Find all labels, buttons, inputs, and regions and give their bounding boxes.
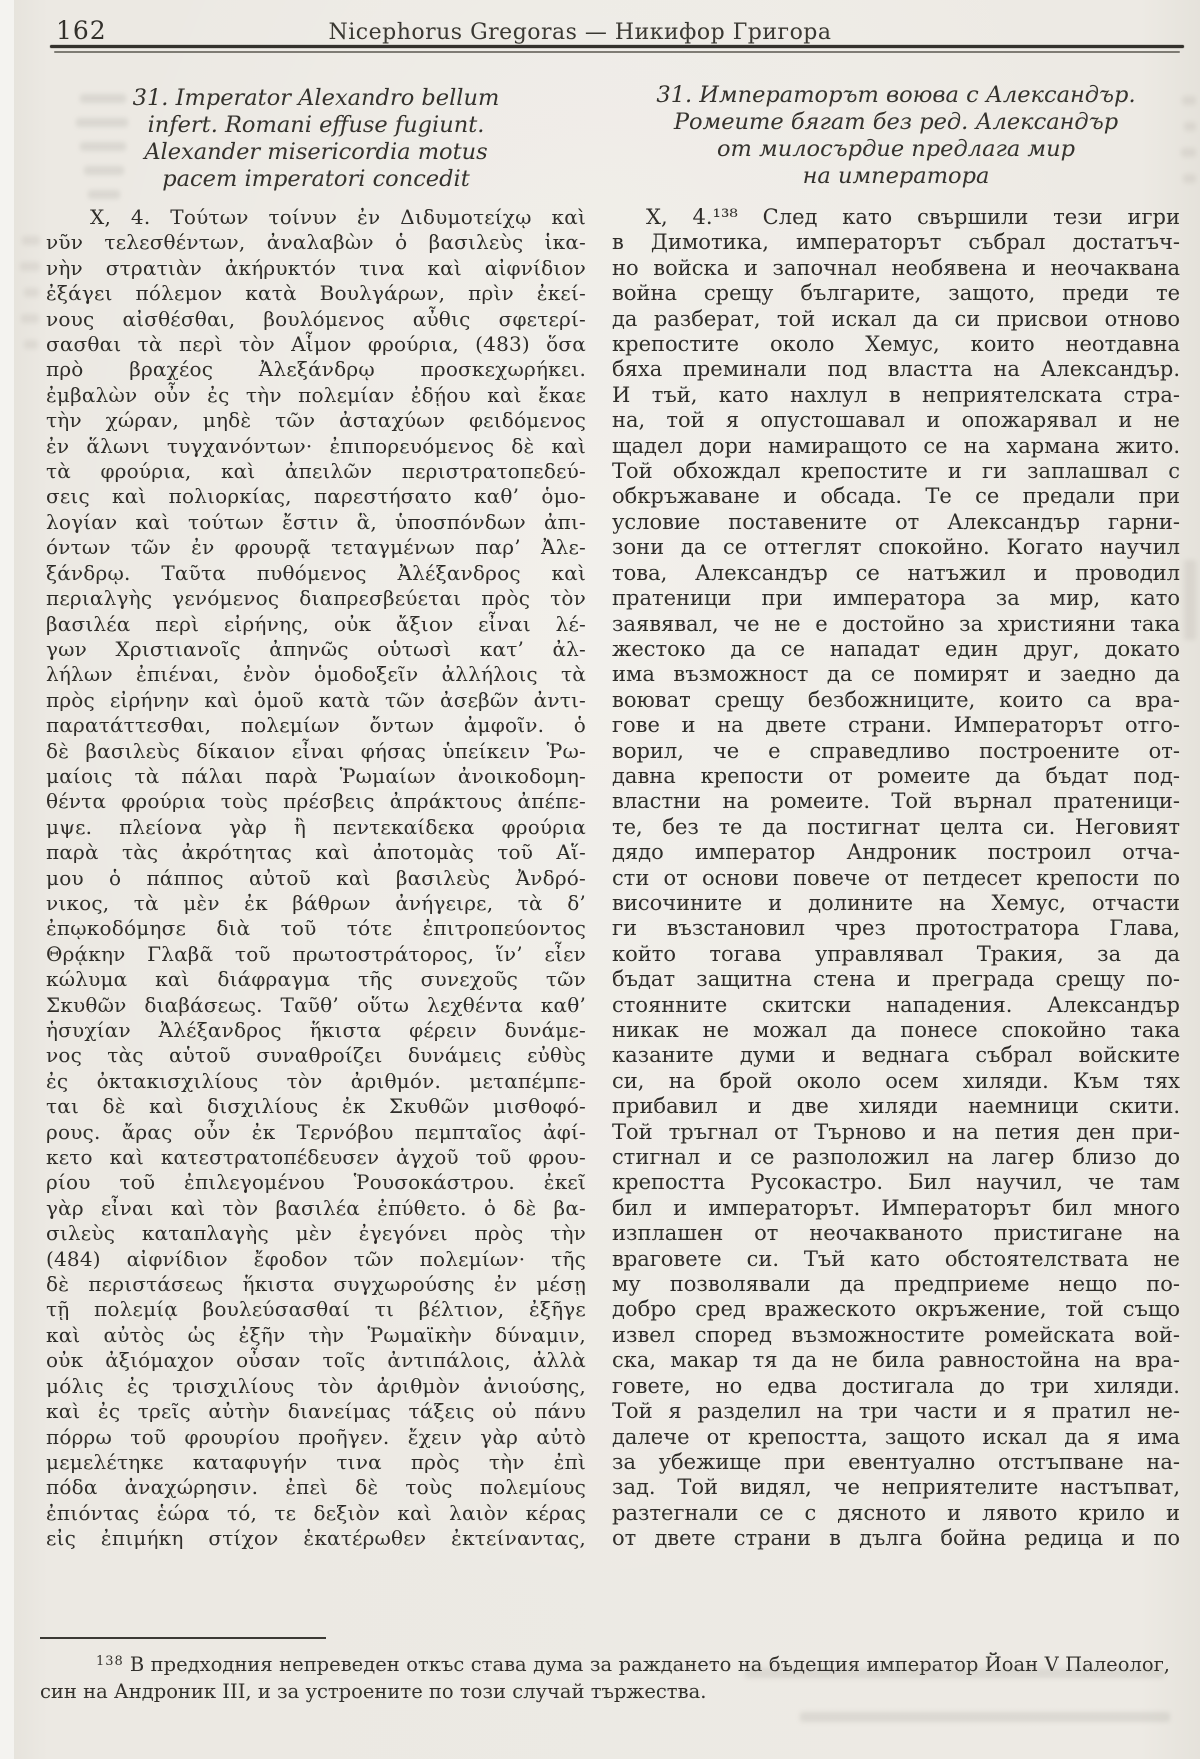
text-line: νὴν στρατιὰν ἀκήρυκτόν τινα καὶ αἰφνίδιον: [46, 255, 586, 280]
scan-artifact: [24, 340, 38, 349]
text-line: условие поставените от Александър гарни-: [612, 509, 1180, 534]
text-line: И тъй, като нахлул в неприятелската стра-: [612, 382, 1180, 407]
text-line: на, той я опустошавал и опожарявал и не: [612, 408, 1180, 433]
text-line: височините и долините на Хемус, отчасти: [612, 890, 1180, 915]
text-line: гове и на двете страни. Императорът отго-: [612, 713, 1180, 738]
text-line: μου ὁ πάππος αὐτοῦ καὶ βασιλεὺς Ἀνδρό-: [46, 865, 586, 890]
text-line: ται δὲ καὶ δισχιλίους ἐκ Σκυθῶν μισθοφό-: [46, 1094, 586, 1119]
footnote-line: [40, 1649, 1170, 1679]
text-line: зад. Той видял, че неприятелите настъпват,: [612, 1475, 1180, 1500]
text-line: който тогава управлявал Тракия, за да: [612, 941, 1180, 966]
text-line: ска, макар тя да не била равностойна на вра-: [612, 1348, 1180, 1373]
text-line: прибавил и две хиляди наемници скити.: [612, 1094, 1180, 1119]
text-line: κετο καὶ κατεστρατοπέδευσεν ἀγχοῦ τοῦ φρου-: [46, 1145, 586, 1170]
scan-artifact: [22, 236, 40, 245]
bulgarian-column: [612, 82, 1180, 1552]
footnote-text: В предходния непреведен откъс става дума за раждането на бъдещия император Йоан V Палеолог,: [129, 1653, 1170, 1676]
text-line: враговете си. Тъй като обстоятелствата не: [612, 1246, 1180, 1271]
text-line: бъдат защитна стена и преграда срещу по-: [612, 967, 1180, 992]
header-rule-thick: [50, 45, 1184, 48]
text-line: властни на ромеите. Той върнал пратеници-: [612, 789, 1180, 814]
running-title: Nicephorus Gregoras — Никифор Григора: [328, 20, 832, 45]
text-line: крепостта Русокастро. Бил научил, че там: [612, 1170, 1180, 1195]
page-left-edge: [0, 0, 14, 1759]
footnote: [40, 1649, 1170, 1705]
text-line: от двете страни в дълга бойна редица и по: [612, 1526, 1180, 1551]
text-line: заявявал, че не е достойно за християни така: [612, 611, 1180, 636]
text-line: παρὰ τὰς ἀκρότητας καὶ ἀποτομὰς τοῦ Αἵ-: [46, 840, 586, 865]
text-line: οὐκ ἀξιόμαχον οὖσαν τοῖς ἀντιπάλοις, ἀλλὰ: [46, 1348, 586, 1373]
text-line: ξάνδρῳ. Ταῦτα πυθόμενος Ἀλέξανδρος καὶ: [46, 560, 586, 585]
text-line: говете, но едва достигала до три хиляди.: [612, 1373, 1180, 1398]
greek-chapter-heading: [46, 85, 586, 193]
text-line: 31. Императорът воюва с Александър.: [656, 82, 1136, 108]
greek-body-text: [46, 205, 586, 1552]
text-line: добро сред вражеското окръжение, той също: [612, 1297, 1180, 1322]
text-line: ἐπῳκοδόμησε διὰ τοῦ τότε ἐπιτροπεύοντος: [46, 916, 586, 941]
text-line: δὲ βασιλεὺς δίκαιον εἶναι φήσας ὑπείκειν Ῥω-: [46, 738, 586, 763]
footnote-line: син на Андроник III, и за устроените по този случай тържества.: [40, 1679, 707, 1703]
text-line: νος τὰς αὑτοῦ συναθροίζει δυνάμεις εὐθὺς: [46, 1043, 586, 1068]
text-line: περιαλγὴς γενόμενος διαπρεσβεύεται πρὸς τὸν: [46, 586, 586, 611]
text-line: ги възстановил чрез протостратора Глава,: [612, 916, 1180, 941]
text-line: καὶ αὐτὸς ὡς ἐξῆν τὴν Ῥωμαϊκὴν δύναμιν,: [46, 1322, 586, 1347]
header-rule-thin: [54, 51, 1180, 53]
text-line: γὰρ εἶναι καὶ τὸν βασιλέα ἐπύθετο. ὁ δὲ βα-: [46, 1195, 586, 1220]
text-line: τὴν χώραν, μηδὲ τῶν ἀσταχύων φειδόμενος: [46, 408, 586, 433]
text-line: обкръжаване и обсада. Те се предали при: [612, 484, 1180, 509]
text-line: βασιλέα περὶ εἰρήνης, οὐκ ἄξιον εἶναι λέ-: [46, 611, 586, 636]
text-line: ρίου τοῦ ἐπιλεγομένου Ῥουσοκάστρου. ἐκεῖ: [46, 1170, 586, 1195]
text-line: зони да се оттеглят спокойно. Когато научил: [612, 535, 1180, 560]
text-line: νικος, τὰ μὲν ἐκ βάθρων ἀνήγειρε, τὰ δ’: [46, 890, 586, 915]
text-line: πόρρω τοῦ φρουρίου προῆγεν. ἔχειν γὰρ αὐτὸ: [46, 1424, 586, 1449]
text-line: ἐς ὀκτακισχιλίους τὸν ἀριθμόν. μεταπέμπε-: [46, 1068, 586, 1093]
text-line: Той тръгнал от Търново и на петия ден при-: [612, 1119, 1180, 1144]
text-line: това, Александър се натъжил и проводил: [612, 560, 1180, 585]
scan-artifact: [1184, 560, 1196, 640]
text-line: πόδα ἀναχώρησιν. ἐπεὶ δὲ τοὺς πολεμίους: [46, 1475, 586, 1500]
scan-artifact: [21, 314, 39, 323]
scan-artifact: [1184, 122, 1196, 131]
text-line: ἐξάγει πόλεμον κατὰ Βουλγάρων, πρὶν ἐκεί-: [46, 281, 586, 306]
text-line: πρὸς εἰρήνην καὶ ὁμοῦ κατὰ τῶν ἀσεβῶν ἀντι-: [46, 687, 586, 712]
text-line: εἰς ἐπιμήκη στίχον ἑκατέρωθεν ἐκτείναντας,: [46, 1526, 586, 1551]
text-line: война срещу българите, защото, преди те: [612, 281, 1180, 306]
text-line: Ромеите бягат без ред. Александър: [673, 109, 1119, 135]
text-line: νους αἰσθέσθαι, βουλόμενος αὖθις σφετερί-: [46, 306, 586, 331]
bulgarian-chapter-heading: [612, 82, 1180, 190]
text-line: σασθαι τὰ περὶ τὸν Αἷμον φρούρια, (483) ὅσα: [46, 332, 586, 357]
text-line: но войска и започнал необявена и неочаквана: [612, 255, 1180, 280]
text-line: крепостите около Хемус, които неотдавна: [612, 332, 1180, 357]
text-line: σιλεὺς καταπλαγὴς μὲν ἐγεγόνει πρὸς τὴν: [46, 1221, 586, 1246]
greek-column: [46, 85, 586, 1552]
text-line: λογίαν καὶ τούτων ἔστιν ἃ, ὑποσπόνδων ἀπι-: [46, 509, 586, 534]
text-line: Той я разделил на три части и я пратил не-: [612, 1399, 1180, 1424]
text-line: никак не можал да понесе спокойно така: [612, 1018, 1180, 1042]
text-line: щадел дори намиращото се на хармана жито.: [612, 433, 1180, 458]
scan-artifact: [800, 1712, 1170, 1722]
text-line: νῦν τελεσθέντων, ἀναλαβὼν ὁ βασιλεὺς ἱκα-: [46, 230, 586, 255]
text-line: σεις καὶ πολιορκίας, παρεστήσατο καθ’ ὁμο-: [46, 484, 586, 509]
text-line: κώλυμα καὶ διάφραγμα τῆς συνεχοῦς τῶν: [46, 967, 586, 992]
text-line: παρατάττεσθαι, πολεμίων ὄντων ἀμφοῖν. ὁ: [46, 713, 586, 738]
text-line: казаните думи и веднага събрал войските: [612, 1043, 1180, 1068]
text-line: Alexander misericordia motus: [144, 139, 488, 165]
text-line: Θρᾴκην Γλαβᾶ τοῦ πρωτοστράτορος, ἵν’ εἶεν: [46, 941, 586, 966]
text-line: далече от крепостта, защото искал да я има: [612, 1424, 1180, 1449]
text-line: (484) αἰφνίδιον ἔφοδον τῶν πολεμίων· τῆς: [46, 1246, 586, 1271]
text-line: δὲ περιστάσεως ἥκιστα συγχωρούσης ἐν μέσῃ: [46, 1272, 586, 1297]
text-line: μψε. πλείονα γὰρ ἢ πεντεκαίδεκα φρούρια: [46, 814, 586, 839]
text-line: ἐπιόντας ἑώρα τό, τε δεξιὸν καὶ λαιὸν κέρας: [46, 1500, 586, 1525]
text-line: пратеници при императора за мир, като: [612, 586, 1180, 611]
text-line: infert. Romani effuse fugiunt.: [147, 112, 485, 138]
text-line: θέντα φρούρια τοὺς πρέσβεις ἀπράκτους ἀπέπε-: [46, 789, 586, 814]
text-line: μόλις ἐς τρισχιλίους τὸν ἀριθμὸν ἀνιούσης,: [46, 1373, 586, 1398]
text-line: pacem imperatori concedit: [162, 166, 470, 192]
text-line: γων Χριστιανοῖς ἀπηνῶς οὑτωσὶ κατ’ ἀλ-: [46, 636, 586, 661]
text-line: ἐν ἅλωνι τυγχανόντων· ἐπιπορευόμενος δὲ καὶ: [46, 433, 586, 458]
scan-artifact: [24, 288, 39, 297]
text-line: жестоко да се нападат един друг, докато: [612, 636, 1180, 661]
text-line: на императора: [802, 163, 990, 189]
text-line: Χ, 4. Τούτων τοίνυν ἐν Διδυμοτείχῳ καὶ: [90, 205, 586, 229]
text-line: дядо император Андроник построил отча-: [612, 840, 1180, 865]
text-line: 31. Imperator Alexandro bellum: [132, 85, 500, 111]
text-line: разтегнали се с дясното и лявото крило и: [612, 1500, 1180, 1525]
text-line: ἡσυχίαν Ἀλέξανδρος ἥκιστα φέρειν δυνάμε-: [46, 1018, 586, 1042]
text-line: в Димотика, императорът събрал достатъч-: [612, 230, 1180, 255]
text-line: ворил, че е справедливо построените от-: [612, 738, 1180, 763]
text-line: Σκυθῶν διαβάσεως. Ταῦθ’ οὕτω λεχθέντα καθ’: [46, 992, 586, 1017]
text-line: Х, 4.¹³⁸ След като свършили тези игри: [646, 205, 1180, 229]
text-line: за убежище при евентуално отстъпване на-: [612, 1449, 1180, 1474]
text-line: давна крепости от ромеите да бъдат под-: [612, 763, 1180, 788]
text-line: те, без те да постигнат целта си. Неговият: [612, 814, 1180, 839]
text-line: стоянните скитски нападения. Александър: [612, 992, 1180, 1017]
text-line: от милосърдие предлага мир: [717, 136, 1075, 162]
text-line: ρους. ἄρας οὖν ἐκ Τερνόβου πεμπταῖος ἀφί-: [46, 1119, 586, 1144]
text-line: τὰ φρούρια, καὶ ἀπειλῶν περιστρατοπεδεύ-: [46, 459, 586, 484]
page-number: 162: [56, 16, 107, 45]
scan-artifact: [20, 262, 40, 271]
text-line: си, на брой около осем хиляди. Към тях: [612, 1068, 1180, 1093]
text-line: όντων τῶν ἐν φρουρᾷ τεταγμένων παρ’ Ἀλε-: [46, 535, 586, 560]
scan-artifact: [1181, 148, 1196, 157]
text-line: стигнал и се разположил на лагер близо до: [612, 1145, 1180, 1170]
text-line: извел според възможностите ромейската вой-: [612, 1322, 1180, 1347]
text-line: бил и императорът. Императорът бил много: [612, 1195, 1180, 1220]
text-line: има възможност да се помирят и заедно да: [612, 662, 1180, 687]
text-line: πρὸ βραχέος Ἀλεξάνδρῳ προσκεχωρήκει.: [46, 357, 586, 382]
scan-artifact: [1183, 174, 1196, 183]
footnote-marker: 138: [96, 1654, 124, 1669]
text-line: ἐμβαλὼν οὖν ἐς τὴν πολεμίαν ἐδῄου καὶ ἔκαε: [46, 382, 586, 407]
text-line: изплашен от неочакваното пристигане на: [612, 1221, 1180, 1246]
scan-artifact: [1182, 96, 1196, 105]
text-line: му позволявали да предприеме нещо по-: [612, 1272, 1180, 1297]
text-line: бяха преминали под властта на Александър.: [612, 357, 1180, 382]
bulgarian-body-text: [612, 205, 1180, 1552]
text-line: воюват срещу безбожниците, които са вра-: [612, 687, 1180, 712]
text-line: τῇ πολεμίᾳ βουλεύσασθαί τι βέλτιον, ἐξῆγε: [46, 1297, 586, 1322]
footnote-separator-rule: [40, 1637, 326, 1639]
text-line: καὶ ἐς τρεῖς αὐτὴν διανείμας τάξεις οὐ πάνυ: [46, 1399, 586, 1424]
text-line: μεμελέτηκε καταφυγήν τινα πρὸς τὴν ἐπὶ: [46, 1449, 586, 1474]
text-line: Той обхождал крепостите и ги заплашвал с: [612, 459, 1180, 484]
text-line: сти от основи повече от петдесет крепости по: [612, 865, 1180, 890]
text-line: λήλων ἐπιέναι, ἐνὸν ὁμοδοξεῖν ἀλλήλοις τὰ: [46, 662, 586, 687]
text-line: μαίοις τὰ πάλαι παρὰ Ῥωμαίων ἀνοικοδομη-: [46, 763, 586, 788]
text-line: да разберат, той искал да си присвои отново: [612, 306, 1180, 331]
